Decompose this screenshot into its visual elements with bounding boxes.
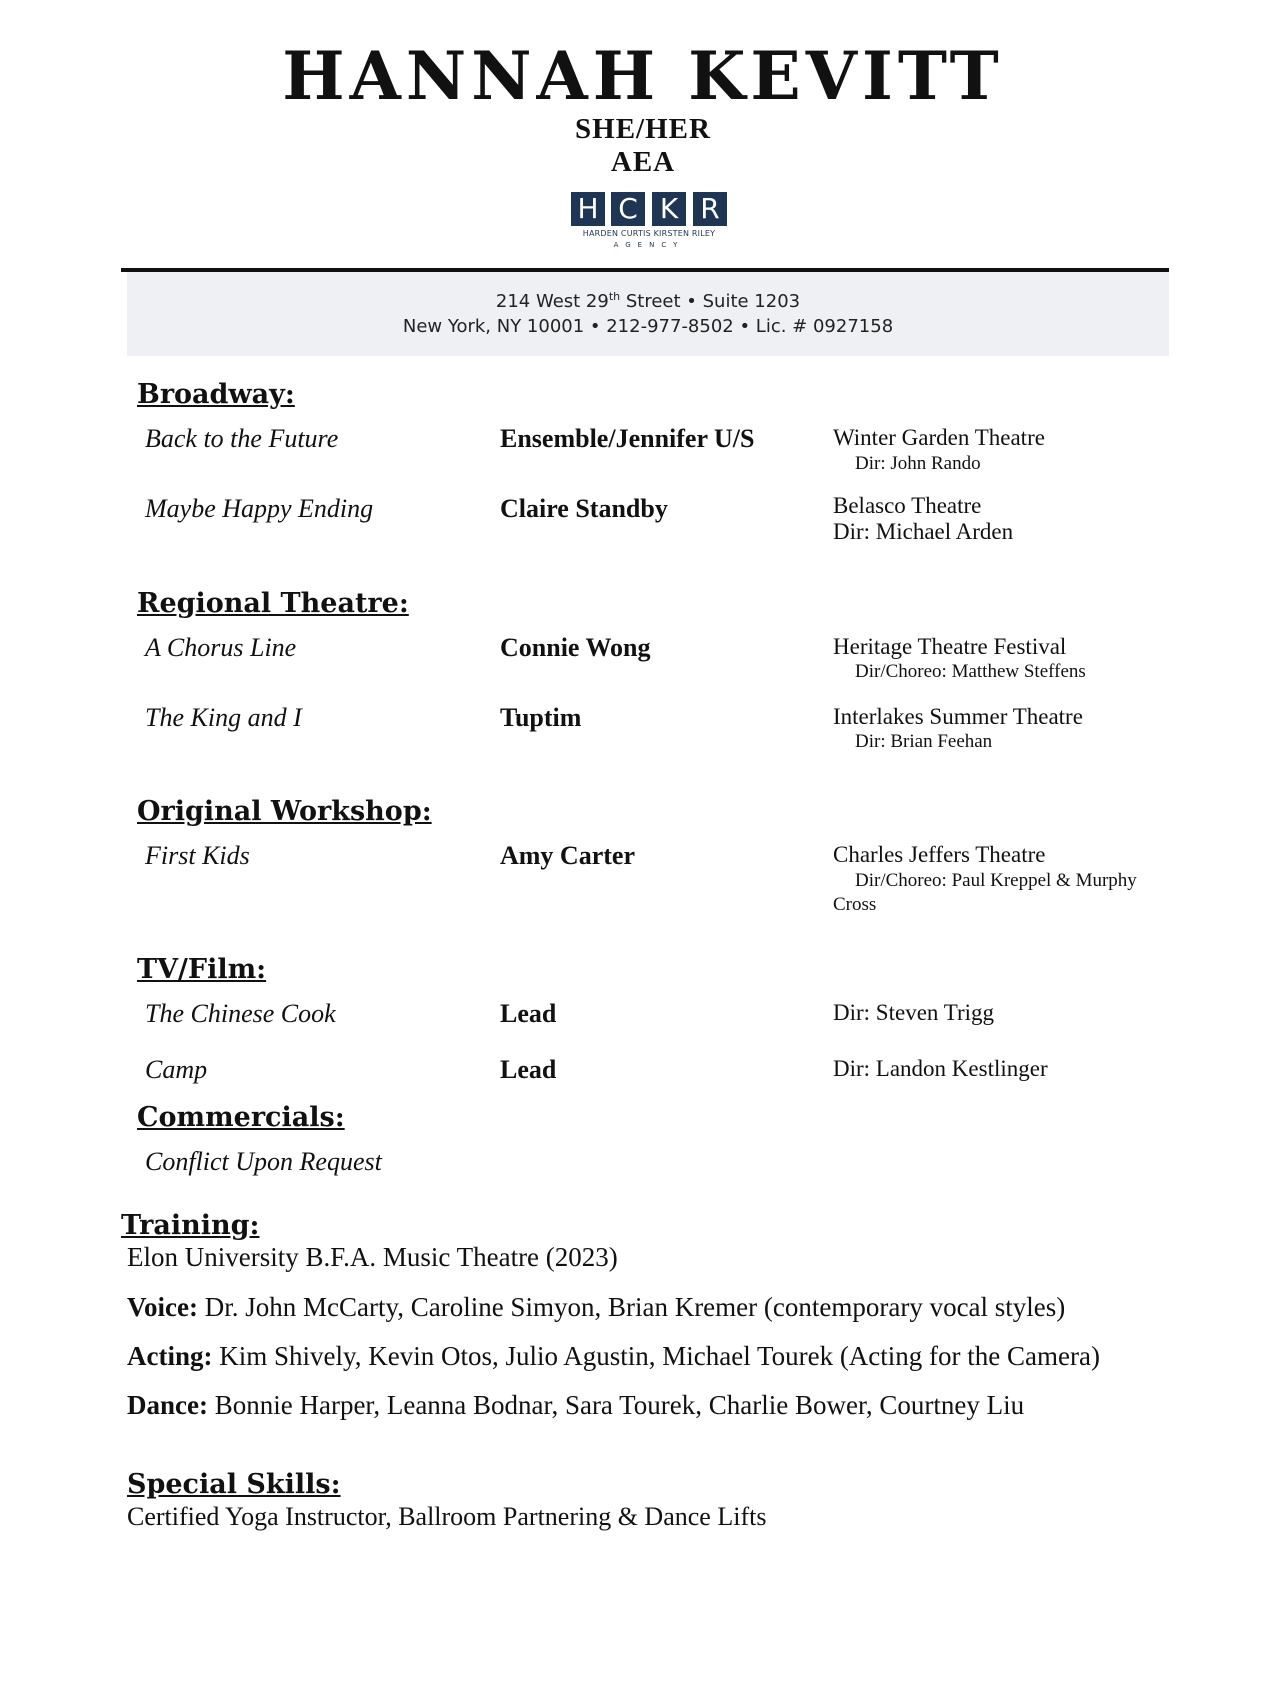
credit-show: Maybe Happy Ending (145, 494, 374, 523)
address-street: 214 West 29 (495, 291, 609, 312)
credit-director: Dir: Michael Arden (833, 519, 1014, 544)
address-suffix: th (608, 290, 621, 303)
pronouns: SHE/HER (575, 113, 711, 145)
section-title-training: Training: (121, 1210, 260, 1241)
credit-role: Lead (500, 1055, 557, 1084)
credit-director: Dir/Choreo: Paul Kreppel & Murphy (855, 870, 1137, 891)
training-degree: Elon University B.F.A. Music Theatre (2023) (127, 1242, 618, 1272)
credit-show: Back to the Future (145, 424, 339, 453)
training-dance (127, 1388, 1024, 1422)
credit-director: Dir: John Rando (855, 453, 981, 474)
credit-venue: Charles Jeffers Theatre (833, 842, 1046, 867)
training-acting-teachers: Kim Shively, Kevin Otos, Julio Agustin, Michael Tourek (Acting for the Camera) (212, 1341, 1100, 1371)
training-acting-label: Acting: (127, 1341, 213, 1371)
section-title-workshop: Original Workshop: (137, 796, 432, 827)
performer-name: HANNAH KEVITT (282, 37, 1004, 115)
section-title-commercials: Commercials: (137, 1102, 345, 1133)
credit-venue: Winter Garden Theatre (833, 425, 1045, 450)
credit-role: Amy Carter (500, 841, 635, 870)
section-title-skills: Special Skills: (127, 1469, 341, 1500)
credit-role: Claire Standby (500, 494, 668, 523)
credit-director-cont: Cross (833, 894, 877, 915)
union-affiliation: AEA (610, 146, 676, 178)
credit-director: Dir: Brian Feehan (855, 731, 993, 752)
logo-letter: H (571, 192, 605, 226)
section-title-regional: Regional Theatre: (137, 588, 409, 619)
section-title-tvfilm: TV/Film: (137, 954, 267, 985)
address-line-1 (127, 285, 1169, 314)
logo-letter: R (693, 192, 727, 226)
credit-show: The King and I (145, 703, 302, 732)
address-suite: Street • Suite 1203 (620, 291, 801, 312)
credit-venue: Interlakes Summer Theatre (833, 704, 1083, 729)
section-title-broadway: Broadway: (137, 379, 295, 410)
agency-logo (571, 192, 727, 254)
credit-venue: Heritage Theatre Festival (833, 634, 1067, 659)
training-voice-label: Voice: (127, 1292, 198, 1322)
agency-address-block (127, 272, 1169, 356)
agency-full-name: HARDEN CURTIS KIRSTEN RILEY (582, 229, 716, 238)
credit-director: Dir/Choreo: Matthew Steffens (855, 661, 1086, 682)
training-acting (127, 1339, 1100, 1373)
credit-show: A Chorus Line (145, 633, 297, 662)
training-voice-teachers: Dr. John McCarty, Caroline Simyon, Brian Kremer (contemporary vocal styles) (197, 1292, 1066, 1322)
logo-letter: K (652, 192, 686, 226)
credit-venue: Belasco Theatre (833, 493, 982, 518)
credit-role: Ensemble/Jennifer U/S (500, 424, 755, 453)
credit-show: Camp (145, 1055, 208, 1084)
credit-show: First Kids (145, 841, 250, 870)
special-skills-text: Certified Yoga Instructor, Ballroom Partnering & Dance Lifts (127, 1502, 767, 1531)
training-dance-label: Dance: (127, 1390, 208, 1420)
training-dance-teachers: Bonnie Harper, Leanna Bodnar, Sara Tourek, Charlie Bower, Courtney Liu (207, 1390, 1025, 1420)
training-voice (127, 1290, 1065, 1324)
credit-director: Dir: Steven Trigg (833, 1000, 995, 1025)
credit-role: Tuptim (500, 703, 582, 732)
credit-show: The Chinese Cook (145, 999, 336, 1028)
address-line-2: New York, NY 10001 • 212-977-8502 • Lic. # 0927158 (402, 316, 894, 337)
credit-role: Connie Wong (500, 633, 651, 662)
logo-letter: C (611, 192, 645, 226)
credit-role: Lead (500, 999, 557, 1028)
commercials-note: Conflict Upon Request (145, 1147, 382, 1176)
credit-director: Dir: Landon Kestlinger (833, 1056, 1048, 1081)
agency-subtitle: AGENCY (613, 241, 685, 249)
